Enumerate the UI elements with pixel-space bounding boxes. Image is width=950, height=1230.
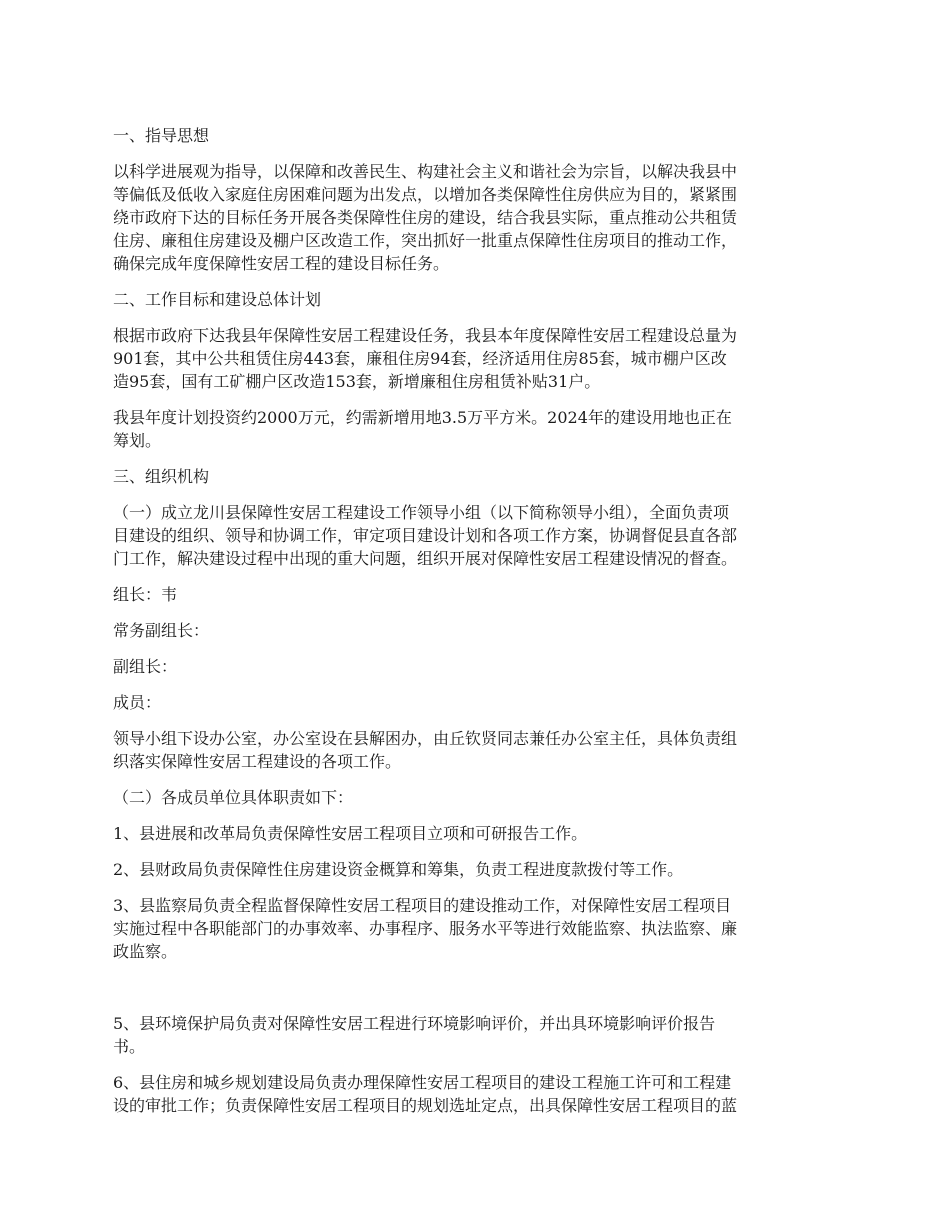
subsection-heading-responsibilities: （二）各成员单位具体职责如下： [113, 788, 354, 807]
executive-deputy-leader-label: 常务副组长： [113, 621, 210, 640]
text-line: 1、县进展和改革局负责保障性安居工程项目立项和可研报告工作。 [113, 824, 588, 843]
paragraph-investment-plan [113, 406, 837, 452]
text-line: 门工作，解决建设过程中出现的重大问题，组织开展对保障性安居工程建设情况的督查。 [113, 549, 738, 568]
text-line: 筹划。 [113, 431, 162, 450]
text-line: 根据市政府下达我县年保障性安居工程建设任务，我县本年度保障性安居工程建设总量为 [113, 326, 738, 345]
group-leader-label: 组长：韦 [113, 585, 178, 604]
list-item-development-reform-bureau [113, 822, 837, 845]
text-line: 住房、廉租住房建设及棚户区改造工作，突出抓好一批重点保障性住房项目的推动工作， [113, 231, 738, 250]
section-heading-guiding-ideology: 一、指导思想 [113, 126, 210, 145]
list-item-environment-bureau [113, 1012, 837, 1058]
text-line: 我县年度计划投资约2000万元，约需新增用地3.5万平方米。2024年的建设用地也正在 [113, 408, 732, 427]
text-line: 以科学进展观为指导，以保障和改善民生、构建社会主义和谐社会为宗旨，以解决我县中 [113, 162, 738, 181]
text-line: 织落实保障性安居工程建设的各项工作。 [113, 752, 402, 771]
document-body [113, 124, 837, 1130]
paragraph-guiding-ideology [113, 160, 837, 275]
blank-spacer [113, 976, 837, 1012]
deputy-leader-label: 副组长： [113, 657, 178, 676]
text-line: 设的审批工作；负责保障性安居工程项目的规划选址定点，出具保障性安居工程项目的蓝 [113, 1096, 738, 1115]
text-line: 政监察。 [113, 942, 178, 961]
text-line: 2、县财政局负责保障性住房建设资金概算和筹集，负责工程进度款拨付等工作。 [113, 860, 684, 879]
text-line: 等偏低及低收入家庭住房困难问题为出发点，以增加各类保障性住房供应为目的，紧紧围 [113, 185, 738, 204]
text-line: 绕市政府下达的目标任务开展各类保障性住房的建设，结合我县实际，重点推动公共租赁 [113, 208, 738, 227]
text-line: 造95套，国有工矿棚户区改造153套，新增廉租住房租赁补贴31户。 [113, 372, 601, 391]
text-line: 6、县住房和城乡规划建设局负责办理保障性安居工程项目的建设工程施工许可和工程建 [113, 1073, 732, 1092]
text-line: 目建设的组织、领导和协调工作，审定项目建设计划和各项工作方案，协调督促县直各部 [113, 526, 738, 545]
members-label: 成员： [113, 693, 162, 712]
paragraph-leading-group [113, 501, 837, 570]
text-line: 确保完成年度保障性安居工程的建设目标任务。 [113, 254, 450, 273]
text-line: 书。 [113, 1037, 146, 1056]
text-line: 901套，其中公共租赁住房443套，廉租住房94套，经济适用住房85套，城市棚户区改 [113, 349, 727, 368]
list-item-supervision-bureau [113, 894, 837, 963]
section-heading-organization: 三、组织机构 [113, 467, 210, 486]
text-line: 实施过程中各职能部门的办事效率、办事程序、服务水平等进行效能监察、执法监察、廉 [113, 919, 738, 938]
text-line: （一）成立龙川县保障性安居工程建设工作领导小组（以下简称领导小组），全面负责项 [113, 503, 730, 522]
text-line: 3、县监察局负责全程监督保障性安居工程项目的建设推动工作，对保障性安居工程项目 [113, 896, 732, 915]
paragraph-construction-targets [113, 324, 837, 393]
text-line: 5、县环境保护局负责对保障性安居工程进行环境影响评价，并出具环境影响评价报告 [113, 1014, 716, 1033]
list-item-housing-planning-bureau [113, 1071, 837, 1117]
section-heading-work-goals: 二、工作目标和建设总体计划 [113, 290, 322, 309]
text-line: 领导小组下设办公室，办公室设在县解困办，由丘钦贤同志兼任办公室主任，具体负责组 [113, 729, 738, 748]
paragraph-office [113, 727, 837, 773]
list-item-finance-bureau [113, 858, 837, 881]
